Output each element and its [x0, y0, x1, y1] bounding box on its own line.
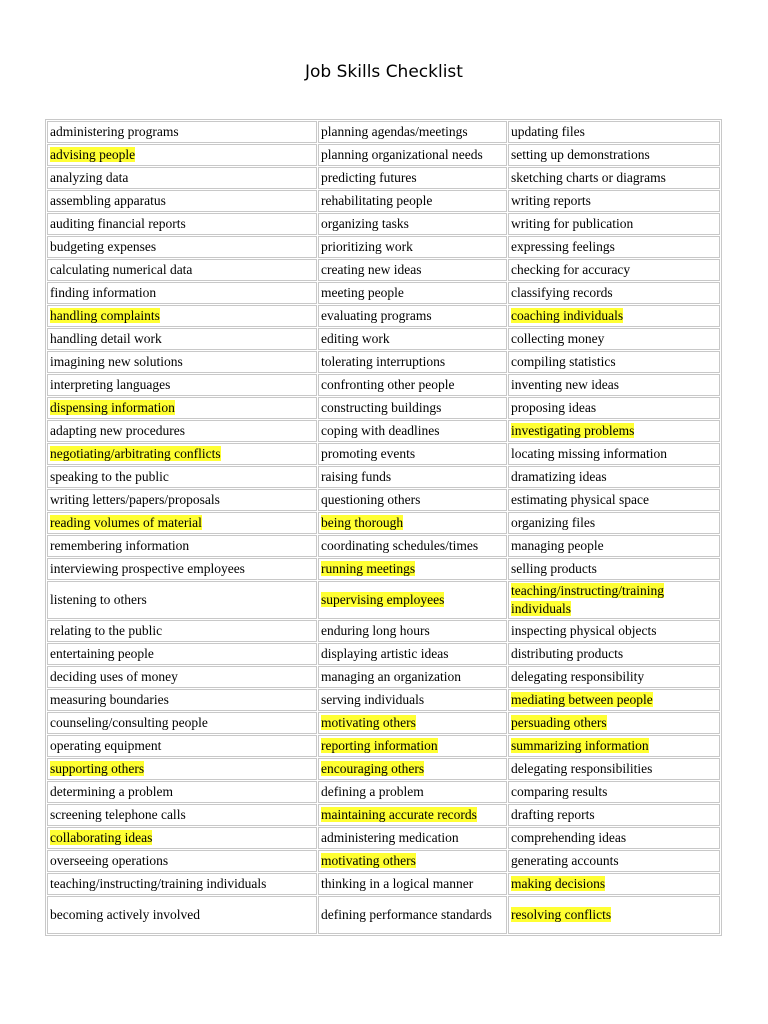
skill-cell — [318, 850, 507, 872]
skill-cell — [508, 374, 720, 396]
skill-text: assembling apparatus — [50, 193, 166, 208]
skill-cell — [318, 443, 507, 465]
skill-text: selling products — [511, 561, 597, 576]
table-row — [47, 351, 720, 373]
table-row — [47, 689, 720, 711]
skill-cell — [508, 666, 720, 688]
skill-cell — [508, 167, 720, 189]
skill-text-highlighted: advising people — [50, 147, 136, 162]
skill-text: handling detail work — [50, 331, 162, 346]
skill-cell — [47, 712, 317, 734]
skill-text: updating files — [511, 124, 585, 139]
skill-text: relating to the public — [50, 623, 163, 638]
skill-text-highlighted: encouraging others — [321, 761, 425, 776]
skill-text: managing an organization — [321, 669, 461, 684]
skill-cell — [508, 558, 720, 580]
skill-text: budgeting expenses — [50, 239, 157, 254]
skill-cell — [508, 535, 720, 557]
skill-text: inspecting physical objects — [511, 623, 657, 638]
skill-text: predicting futures — [321, 170, 417, 185]
skill-text: comprehending ideas — [511, 830, 627, 845]
skill-text: delegating responsibility — [511, 669, 645, 684]
skill-text: administering medication — [321, 830, 459, 845]
skills-table — [45, 119, 722, 936]
skill-cell — [47, 535, 317, 557]
skill-cell — [318, 144, 507, 166]
skill-cell — [47, 397, 317, 419]
skill-cell — [508, 643, 720, 665]
table-row — [47, 121, 720, 143]
skill-cell — [318, 397, 507, 419]
table-row — [47, 374, 720, 396]
skill-cell — [47, 282, 317, 304]
skill-text: comparing results — [511, 784, 608, 799]
skill-text-highlighted: coaching individuals — [511, 308, 624, 323]
skill-cell — [508, 581, 720, 619]
table-row — [47, 213, 720, 235]
skill-text-highlighted: collaborating ideas — [50, 830, 153, 845]
skill-text: coordinating schedules/times — [321, 538, 479, 553]
skill-cell — [318, 282, 507, 304]
skill-cell — [318, 351, 507, 373]
skill-text: screening telephone calls — [50, 807, 186, 822]
skill-text: dramatizing ideas — [511, 469, 607, 484]
skill-cell — [508, 758, 720, 780]
skill-cell — [47, 558, 317, 580]
skill-text: imagining new solutions — [50, 354, 183, 369]
skill-text: meeting people — [321, 285, 404, 300]
skill-cell — [508, 827, 720, 849]
skill-cell — [47, 827, 317, 849]
skill-cell — [47, 620, 317, 642]
skill-cell — [508, 804, 720, 826]
skill-text-highlighted: motivating others — [321, 715, 416, 730]
skill-text: listening to others — [50, 592, 147, 607]
table-row — [47, 259, 720, 281]
skill-text: calculating numerical data — [50, 262, 193, 277]
skill-cell — [318, 420, 507, 442]
skill-cell — [318, 666, 507, 688]
skill-cell — [318, 489, 507, 511]
skill-cell — [47, 666, 317, 688]
skill-text-highlighted: reporting information — [321, 738, 438, 753]
skill-cell — [318, 213, 507, 235]
skill-text: classifying records — [511, 285, 613, 300]
skill-text: questioning others — [321, 492, 421, 507]
skill-cell — [318, 121, 507, 143]
skill-cell — [508, 781, 720, 803]
skill-text: raising funds — [321, 469, 392, 484]
page-title: Job Skills Checklist — [305, 62, 463, 82]
skill-text: promoting events — [321, 446, 416, 461]
skill-cell — [508, 896, 720, 934]
skill-text: operating equipment — [50, 738, 162, 753]
table-row — [47, 167, 720, 189]
skill-cell — [47, 144, 317, 166]
skill-text: checking for accuracy — [511, 262, 631, 277]
skill-text: prioritizing work — [321, 239, 413, 254]
table-row — [47, 558, 720, 580]
skill-cell — [47, 374, 317, 396]
skill-text: analyzing data — [50, 170, 129, 185]
skill-cell — [47, 466, 317, 488]
skill-cell — [508, 850, 720, 872]
skill-text: managing people — [511, 538, 604, 553]
table-row — [47, 581, 720, 619]
skill-cell — [508, 443, 720, 465]
skill-text-highlighted: supporting others — [50, 761, 145, 776]
skill-cell — [47, 896, 317, 934]
table-row — [47, 712, 720, 734]
skill-cell — [508, 190, 720, 212]
skill-text: writing reports — [511, 193, 591, 208]
skill-cell — [47, 420, 317, 442]
skill-text: estimating physical space — [511, 492, 649, 507]
skill-text-highlighted: teaching/instructing/training individuals — [511, 583, 664, 616]
skill-text: enduring long hours — [321, 623, 430, 638]
skill-cell — [508, 712, 720, 734]
skill-cell — [318, 190, 507, 212]
skill-text: expressing feelings — [511, 239, 615, 254]
skill-text: defining performance standards — [321, 907, 492, 922]
skill-cell — [318, 643, 507, 665]
skill-text: coping with deadlines — [321, 423, 440, 438]
skill-cell — [508, 397, 720, 419]
skill-text-highlighted: running meetings — [321, 561, 416, 576]
skill-text: interpreting languages — [50, 377, 171, 392]
skill-text: confronting other people — [321, 377, 455, 392]
skill-text: writing for publication — [511, 216, 634, 231]
skill-cell — [47, 873, 317, 895]
skill-text: inventing new ideas — [511, 377, 619, 392]
skill-cell — [47, 735, 317, 757]
skill-text: evaluating programs — [321, 308, 432, 323]
table-row — [47, 873, 720, 895]
table-row — [47, 620, 720, 642]
skills-table-body — [47, 121, 720, 934]
skill-text-highlighted: summarizing information — [511, 738, 649, 753]
table-row — [47, 305, 720, 327]
skill-cell — [318, 512, 507, 534]
table-row — [47, 190, 720, 212]
table-row — [47, 489, 720, 511]
skill-text: constructing buildings — [321, 400, 442, 415]
skill-text: proposing ideas — [511, 400, 597, 415]
table-row — [47, 758, 720, 780]
skill-text: interviewing prospective employees — [50, 561, 245, 576]
skill-text: overseeing operations — [50, 853, 169, 868]
skill-cell — [318, 558, 507, 580]
skill-cell — [508, 121, 720, 143]
skill-text: sketching charts or diagrams — [511, 170, 666, 185]
skill-cell — [318, 535, 507, 557]
table-row — [47, 236, 720, 258]
skill-text: entertaining people — [50, 646, 154, 661]
skill-cell — [47, 689, 317, 711]
table-row — [47, 443, 720, 465]
skill-cell — [508, 420, 720, 442]
skill-text: planning agendas/meetings — [321, 124, 468, 139]
skill-cell — [508, 489, 720, 511]
skill-text: drafting reports — [511, 807, 595, 822]
skill-cell — [47, 850, 317, 872]
skill-text: setting up demonstrations — [511, 147, 650, 162]
skill-text: tolerating interruptions — [321, 354, 446, 369]
skill-text: speaking to the public — [50, 469, 169, 484]
skill-cell — [47, 328, 317, 350]
skill-text: distributing products — [511, 646, 624, 661]
skill-text: collecting money — [511, 331, 605, 346]
skill-cell — [47, 489, 317, 511]
skill-text: administering programs — [50, 124, 179, 139]
skill-text: auditing financial reports — [50, 216, 186, 231]
skill-text: finding information — [50, 285, 157, 300]
skill-text: generating accounts — [511, 853, 619, 868]
skill-text-highlighted: making decisions — [511, 876, 606, 891]
skill-cell — [318, 735, 507, 757]
skill-text-highlighted: being thorough — [321, 515, 404, 530]
skill-cell — [47, 643, 317, 665]
skill-text: locating missing information — [511, 446, 667, 461]
skill-text: determining a problem — [50, 784, 173, 799]
table-row — [47, 850, 720, 872]
skill-cell — [47, 236, 317, 258]
skill-cell — [318, 167, 507, 189]
table-row — [47, 781, 720, 803]
table-row — [47, 420, 720, 442]
skill-text: delegating responsibilities — [511, 761, 653, 776]
skill-cell — [47, 443, 317, 465]
skill-cell — [508, 259, 720, 281]
skill-cell — [508, 873, 720, 895]
skill-cell — [508, 620, 720, 642]
skill-text: counseling/consulting people — [50, 715, 208, 730]
skill-cell — [508, 144, 720, 166]
skill-cell — [47, 351, 317, 373]
table-row — [47, 512, 720, 534]
skill-text: organizing tasks — [321, 216, 409, 231]
skill-text-highlighted: reading volumes of material — [50, 515, 202, 530]
skill-cell — [318, 328, 507, 350]
skill-cell — [318, 804, 507, 826]
skill-cell — [318, 896, 507, 934]
skill-cell — [318, 374, 507, 396]
skill-cell — [318, 581, 507, 619]
skill-cell — [508, 236, 720, 258]
table-row — [47, 282, 720, 304]
skill-cell — [318, 236, 507, 258]
skill-cell — [318, 827, 507, 849]
skill-cell — [47, 190, 317, 212]
skill-cell — [47, 259, 317, 281]
skill-cell — [508, 512, 720, 534]
skill-text: organizing files — [511, 515, 596, 530]
skill-text: writing letters/papers/proposals — [50, 492, 220, 507]
skill-text-highlighted: mediating between people — [511, 692, 653, 707]
skill-text: displaying artistic ideas — [321, 646, 449, 661]
skill-text-highlighted: maintaining accurate records — [321, 807, 477, 822]
skill-cell — [318, 620, 507, 642]
skill-cell — [508, 735, 720, 757]
skill-cell — [508, 689, 720, 711]
table-row — [47, 827, 720, 849]
skill-cell — [47, 213, 317, 235]
skill-text-highlighted: persuading others — [511, 715, 607, 730]
skill-cell — [47, 305, 317, 327]
table-row — [47, 666, 720, 688]
skill-text: serving individuals — [321, 692, 425, 707]
skill-text-highlighted: motivating others — [321, 853, 416, 868]
skill-text: becoming actively involved — [50, 907, 200, 922]
skill-text: deciding uses of money — [50, 669, 178, 684]
skill-cell — [47, 804, 317, 826]
skill-text-highlighted: investigating problems — [511, 423, 635, 438]
skill-cell — [318, 873, 507, 895]
skill-cell — [47, 512, 317, 534]
skill-cell — [508, 466, 720, 488]
skill-cell — [47, 581, 317, 619]
skill-cell — [47, 758, 317, 780]
skill-text: rehabilitating people — [321, 193, 433, 208]
table-row — [47, 896, 720, 934]
skill-cell — [508, 328, 720, 350]
table-row — [47, 397, 720, 419]
table-row — [47, 328, 720, 350]
skill-cell — [318, 689, 507, 711]
skill-cell — [508, 305, 720, 327]
skill-cell — [318, 758, 507, 780]
table-row — [47, 735, 720, 757]
skill-cell — [318, 466, 507, 488]
skill-text: remembering information — [50, 538, 190, 553]
skill-text: adapting new procedures — [50, 423, 185, 438]
skill-cell — [318, 781, 507, 803]
skill-text-highlighted: negotiating/arbitrating conflicts — [50, 446, 221, 461]
skill-text-highlighted: resolving conflicts — [511, 907, 612, 922]
table-row — [47, 643, 720, 665]
skill-cell — [508, 213, 720, 235]
skill-cell — [508, 351, 720, 373]
skill-text: compiling statistics — [511, 354, 616, 369]
skill-cell — [318, 305, 507, 327]
skill-text: defining a problem — [321, 784, 424, 799]
table-row — [47, 535, 720, 557]
table-row — [47, 466, 720, 488]
skill-text: creating new ideas — [321, 262, 422, 277]
table-row — [47, 804, 720, 826]
table-row — [47, 144, 720, 166]
skill-cell — [318, 259, 507, 281]
skill-text: thinking in a logical manner — [321, 876, 474, 891]
skill-cell — [318, 712, 507, 734]
skill-text-highlighted: dispensing information — [50, 400, 175, 415]
skill-text: editing work — [321, 331, 390, 346]
skill-cell — [47, 121, 317, 143]
skill-cell — [47, 167, 317, 189]
skill-cell — [47, 781, 317, 803]
skill-text: planning organizational needs — [321, 147, 483, 162]
skill-text: teaching/instructing/training individuals — [50, 876, 267, 891]
skill-text-highlighted: supervising employees — [321, 592, 445, 607]
skill-cell — [508, 282, 720, 304]
skill-text-highlighted: handling complaints — [50, 308, 160, 323]
skill-text: measuring boundaries — [50, 692, 169, 707]
